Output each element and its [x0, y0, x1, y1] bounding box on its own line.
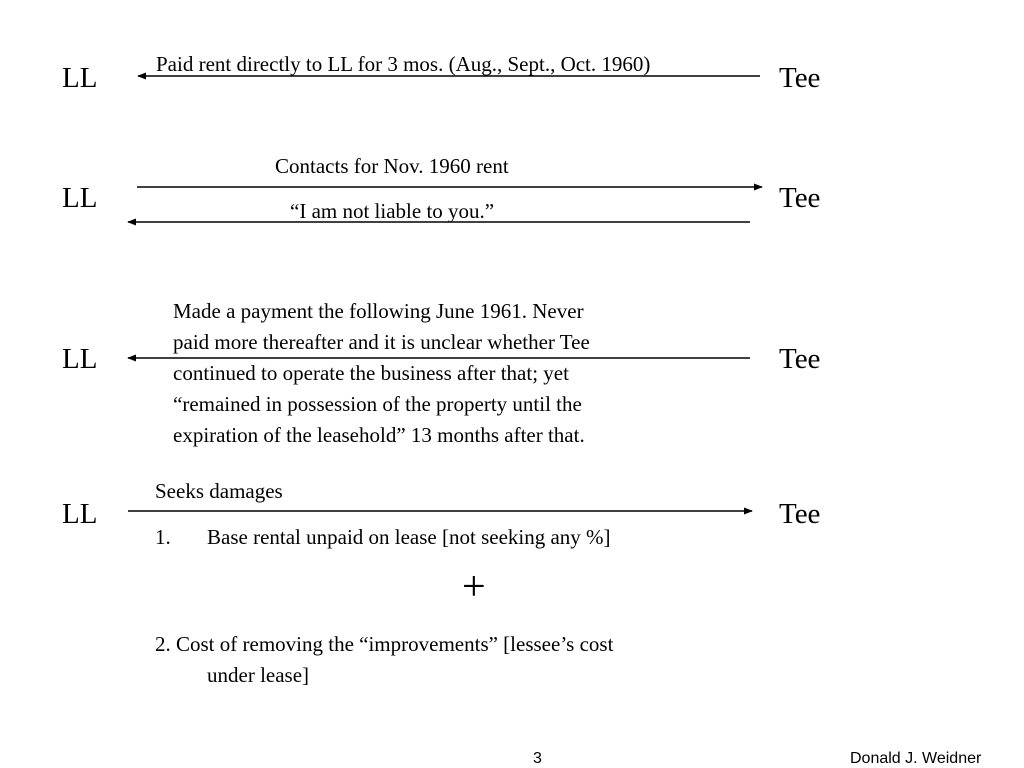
- author-name: Donald J. Weidner: [850, 750, 982, 767]
- payment-note-line: paid more thereafter and it is unclear whether Tee: [173, 330, 590, 354]
- tee-label-4: Tee: [779, 498, 821, 530]
- ll-label-3: LL: [62, 343, 98, 375]
- damage-item-2-line-1: 2. Cost of removing the “improvements” [lessee’s cost: [155, 632, 614, 656]
- ll-label-4: LL: [62, 498, 98, 530]
- tee-label-3: Tee: [779, 343, 821, 375]
- ll-label-2: LL: [62, 182, 98, 214]
- payment-note-line: expiration of the leasehold” 13 months after that.: [173, 423, 585, 447]
- damage-item-1-number: 1.: [155, 525, 171, 549]
- payment-note: [173, 296, 590, 451]
- page-number: 3: [533, 750, 542, 767]
- damage-item-2-line-2: under lease]: [207, 663, 310, 687]
- tee-label-2: Tee: [779, 182, 821, 214]
- payment-note-line: Made a payment the following June 1961. Never: [173, 299, 584, 323]
- payment-note-line: “remained in possession of the property until the: [173, 392, 582, 416]
- damage-item-1-text: Base rental unpaid on lease [not seeking any %]: [207, 525, 611, 549]
- not-liable-label: “I am not liable to you.”: [290, 199, 495, 223]
- ll-label-1: LL: [62, 62, 98, 94]
- contacts-label: Contacts for Nov. 1960 rent: [275, 154, 509, 178]
- tee-label-1: Tee: [779, 62, 821, 94]
- seeks-damages-label: Seeks damages: [155, 479, 283, 503]
- payment-note-line: continued to operate the business after that; yet: [173, 361, 569, 385]
- rent-paid-label: Paid rent directly to LL for 3 mos. (Aug., Sept., Oct. 1960): [156, 52, 651, 76]
- plus-sign: +: [462, 564, 486, 610]
